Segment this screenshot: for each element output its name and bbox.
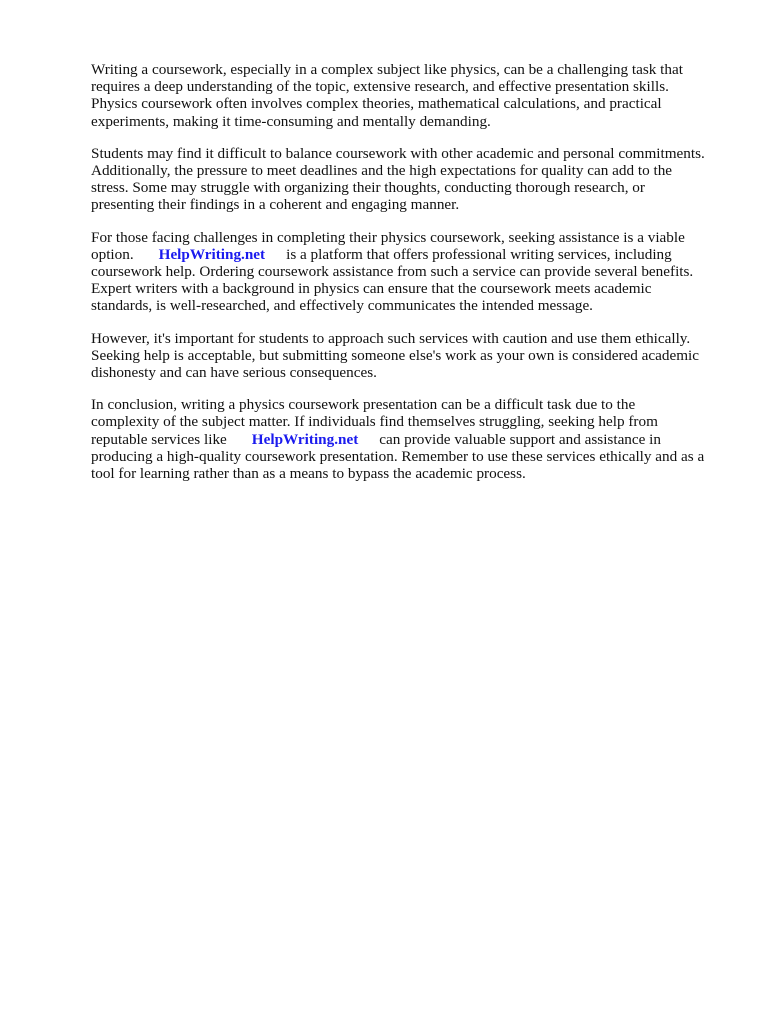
text-line: presenting their findings in a coherent and engaging manner. xyxy=(91,196,460,214)
text-line: However, it's important for students to approach such services with caution and use them ethically. xyxy=(91,329,691,347)
text-line: requires a deep understanding of the topic, extensive research, and effective presentation skills. xyxy=(91,78,669,96)
text-line: Students may find it difficult to balance coursework with other academic and personal commitments. xyxy=(91,144,705,162)
helpwriting-link[interactable]: HelpWriting.net xyxy=(251,430,359,448)
document-body xyxy=(91,61,731,497)
text-line: standards, is well-researched, and effectively communicates the intended message. xyxy=(91,297,593,315)
paragraph-intro xyxy=(91,61,731,130)
text-line: In conclusion, writing a physics coursework presentation can be a difficult task due to the xyxy=(91,396,636,414)
text-line: dishonesty and can have serious consequences. xyxy=(91,364,377,382)
text-line-with-link xyxy=(91,431,731,448)
text-line: tool for learning rather than as a means to bypass the academic process. xyxy=(91,465,526,483)
text-line-with-link xyxy=(91,246,731,263)
text-line: Expert writers with a background in physics can ensure that the coursework meets academic xyxy=(91,280,652,298)
text-line: Seeking help is acceptable, but submitting someone else's work as your own is considered academic xyxy=(91,346,699,364)
text-fragment: reputable services like xyxy=(91,430,227,448)
text-line: experiments, making it time-consuming and mentally demanding. xyxy=(91,112,491,130)
text-line: Writing a coursework, especially in a complex subject like physics, can be a challenging task that xyxy=(91,61,683,78)
paragraph-challenges xyxy=(91,145,731,214)
text-line: Physics coursework often involves complex theories, mathematical calculations, and practical xyxy=(91,95,662,113)
paragraph-caution xyxy=(91,330,731,382)
text-line: producing a high-quality coursework presentation. Remember to use these services ethically and as a xyxy=(91,447,705,465)
text-line: stress. Some may struggle with organizing their thoughts, conducting thorough research, or xyxy=(91,179,645,197)
text-fragment: is a platform that offers professional writing services, including xyxy=(286,245,672,263)
text-fragment: can provide valuable support and assistance in xyxy=(379,430,661,448)
text-line: coursework help. Ordering coursework assistance from such a service can provide several benefits. xyxy=(91,263,694,281)
paragraph-conclusion xyxy=(91,396,731,482)
helpwriting-link[interactable]: HelpWriting.net xyxy=(158,245,266,263)
text-line: Additionally, the pressure to meet deadlines and the high expectations for quality can add to the xyxy=(91,162,673,180)
paragraph-assistance xyxy=(91,229,731,315)
text-line: For those facing challenges in completing their physics coursework, seeking assistance is a viable xyxy=(91,228,685,246)
text-fragment: option. xyxy=(91,245,134,263)
text-line: complexity of the subject matter. If individuals find themselves struggling, seeking help from xyxy=(91,413,658,431)
